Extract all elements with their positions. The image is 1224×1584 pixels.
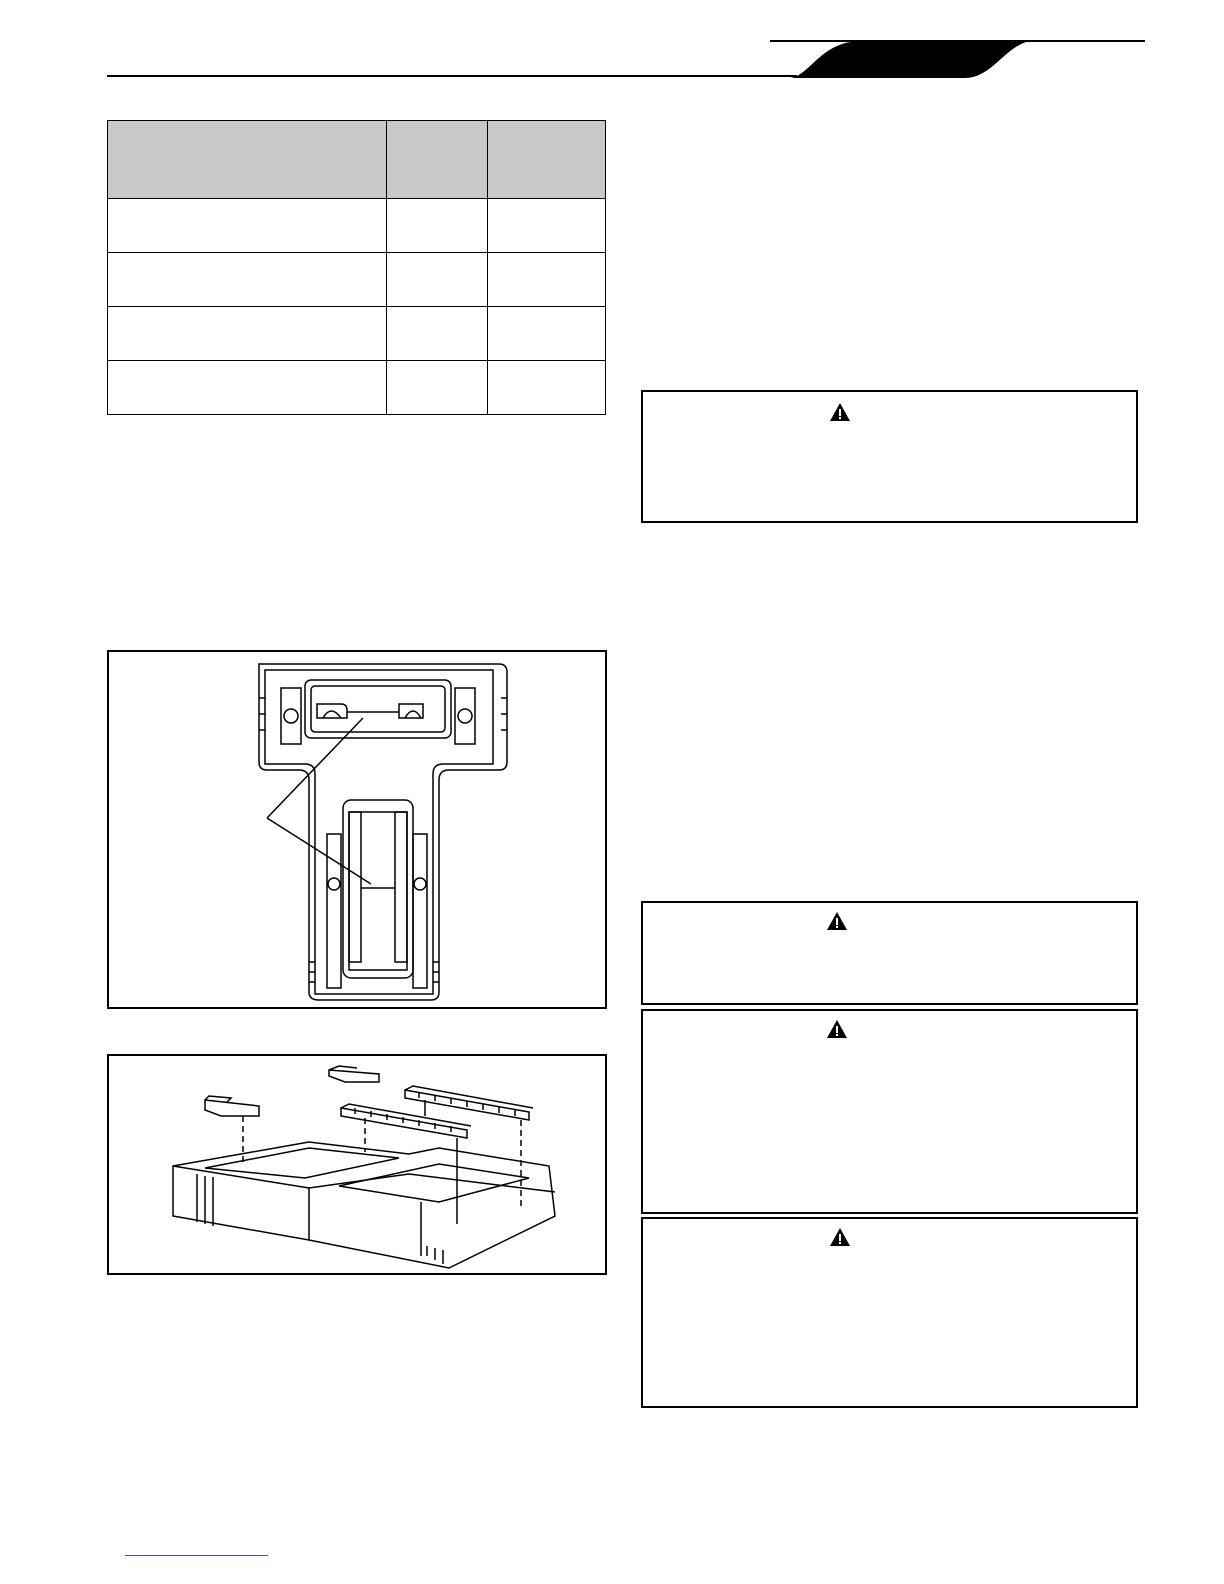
table-cell [387,253,488,307]
warning-triangle-icon [826,911,848,931]
table-row [108,253,606,307]
table-cell [387,199,488,253]
table-header-cell [108,121,387,199]
spec-table [107,120,606,415]
table-cell [488,199,606,253]
table-cell [387,361,488,415]
table-cell [108,307,387,361]
table-cell [488,361,606,415]
table-header-row [108,121,606,199]
warning-triangle-icon [829,1227,851,1247]
table-row [108,361,606,415]
warning-box [641,901,1138,1005]
warning-triangle-icon [829,402,851,422]
table-cell [108,199,387,253]
base-top-view-drawing [109,652,605,1007]
warning-box [641,390,1138,523]
table-header-cell [387,121,488,199]
table-cell [488,253,606,307]
figure-base-top-view [107,650,607,1009]
table-cell [387,307,488,361]
warning-box [641,1217,1138,1408]
warning-triangle-icon [826,1019,848,1039]
table-row [108,307,606,361]
base-exploded-view-drawing [109,1056,605,1273]
table-cell [108,361,387,415]
table-row [108,199,606,253]
footer-link-underline[interactable] [125,1555,268,1556]
warning-box [641,1009,1138,1214]
header-rule [107,75,797,77]
table-header-cell [488,121,606,199]
header-tab-graphic [770,36,1145,84]
figure-base-exploded-view [107,1054,607,1275]
table-cell [108,253,387,307]
table-cell [488,307,606,361]
